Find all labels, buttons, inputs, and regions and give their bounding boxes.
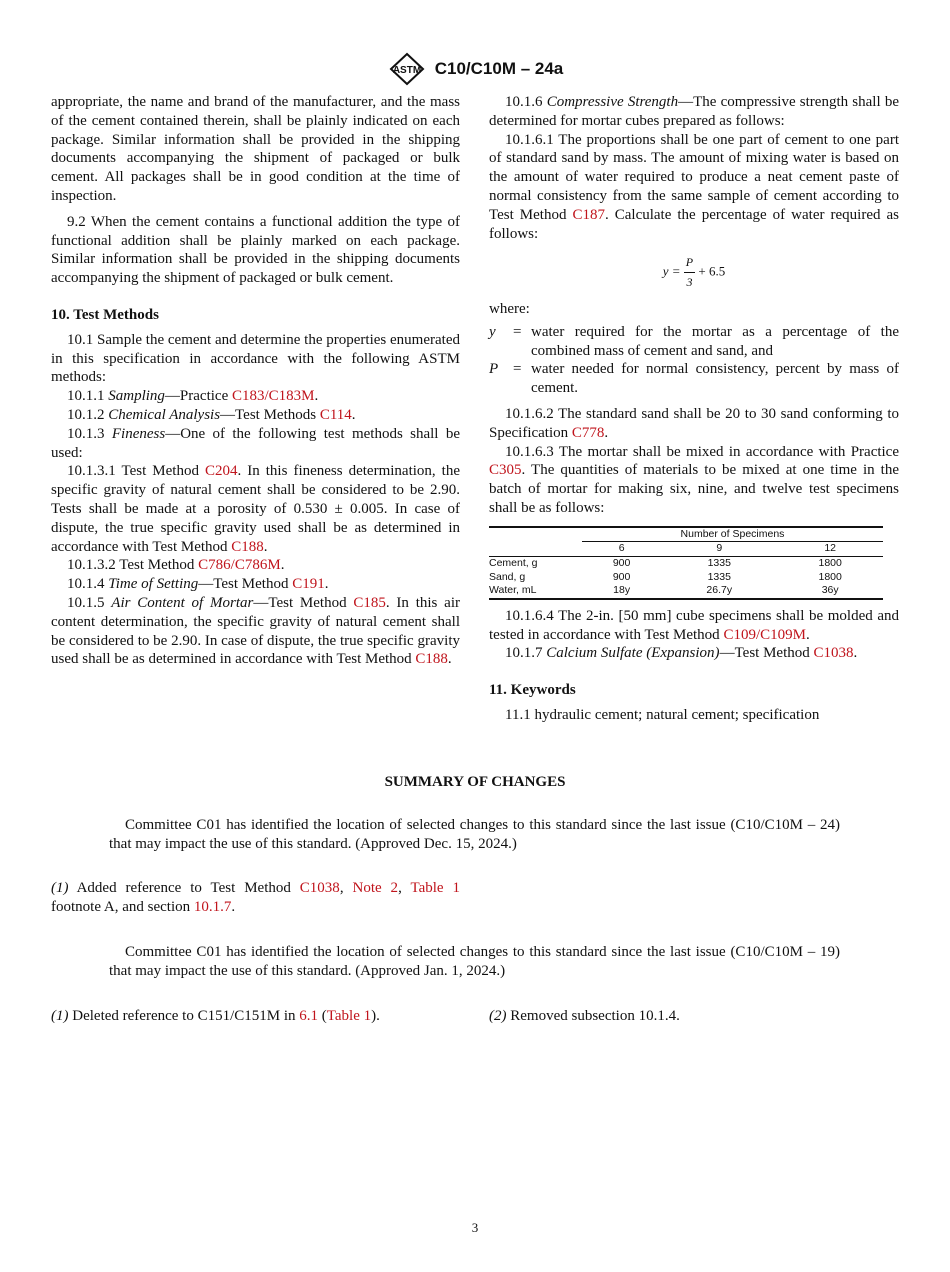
paragraph-10-1-6: 10.1.6 Compressive Strength—The compressive strength shall be determined for mortar cubes prepared as follows:: [489, 94, 899, 129]
link-c191[interactable]: C191: [292, 576, 325, 593]
link-10-1-7[interactable]: 10.1.7: [193, 898, 232, 915]
definition-y: y = water required for the mortar as a percentage of the combined mass of cement and sand, and: [489, 323, 899, 359]
change-item-2: (1) Deleted reference to C151/C151M in 6.1 (Table 1).: [51, 1008, 380, 1024]
change-item-1: (1) Added reference to Test Method C1038, Note 2, Table 1 footnote A, and section 10.1.7.: [51, 880, 460, 915]
mortar-quantities-table: [489, 526, 883, 600]
link-c114[interactable]: C114: [319, 406, 352, 423]
table-group-header: Number of Specimens: [582, 527, 883, 542]
page-number: 3: [471, 1220, 479, 1235]
table-col-header: 12: [824, 542, 836, 555]
link-c1038[interactable]: C1038: [813, 645, 854, 662]
definition-p: P = water needed for normal consistency, percent by mass of cement.: [489, 361, 899, 397]
link-table-1-b[interactable]: Table 1: [326, 1008, 372, 1024]
section-10-heading: 10. Test Methods: [51, 306, 159, 323]
table-row: Cement, g 900 1335 1800: [489, 556, 842, 569]
right-column: [489, 93, 899, 725]
paragraph-10-1-2: 10.1.2 Chemical Analysis—Test Methods C114.: [67, 406, 356, 423]
paragraph-10-1-6-2: 10.1.6.2 The standard sand shall be 20 to 30 sand conforming to Specification C778.: [489, 405, 899, 441]
summary-intro-1: Committee C01 has identified the location of selected changes to this standard since the last issue (C10/C10M – 24) that may impact the use of this standard. (Approved Dec. 15, 2024.): [109, 817, 840, 852]
link-c786[interactable]: C786/C786M: [198, 557, 281, 574]
equation: y = $\frac{P}{3}$ + 6.5: [662, 255, 726, 290]
paragraph-10-1-1: 10.1.1 Sampling—Practice C183/C183M.: [67, 388, 319, 405]
link-c188-b[interactable]: C188: [415, 651, 448, 668]
left-column: [51, 93, 460, 669]
link-c185[interactable]: C185: [353, 594, 386, 611]
change-item-3: (2) Removed subsection 10.1.4.: [489, 1008, 680, 1024]
paragraph-10-1-7: 10.1.7 Calcium Sulfate (Expansion)—Test Method C1038.: [505, 645, 858, 662]
table-col-header: 6: [618, 542, 625, 555]
paragraph-10-1-6-4: 10.1.6.4 The 2-in. [50 mm] cube specimens shall be molded and tested in accordance with Test Method C109/C109M.: [489, 607, 899, 643]
table-row: Water, mL 18y 26.7y 36y: [489, 584, 883, 599]
paragraph-10-1-3-2: 10.1.3.2 Test Method C786/C786M.: [67, 557, 285, 574]
link-c305[interactable]: C305: [489, 462, 522, 479]
link-c188[interactable]: C188: [231, 538, 264, 555]
variable-definitions: [489, 323, 899, 398]
paragraph-10-1-4: 10.1.4 Time of Setting—Test Method C191.: [67, 576, 329, 593]
paragraph-10-1-6-3: 10.1.6.3 The mortar shall be mixed in accordance with Practice C305. The quantities of materials to be mixed at one time in the batch of mortar for making six, nine, and twelve test specimens shall be as follows:: [489, 443, 899, 516]
paragraph-10-1-6-1: 10.1.6.1 The proportions shall be one part of cement to one part of standard sand by mass. The amount of mixing water is based on the amount of water required to produce a neat cement paste of normal consistency from the same sample of cement according to Test Method C187. Calculate the percentage of water required as follows:: [489, 131, 899, 242]
link-c109[interactable]: C109/C109M: [723, 626, 806, 643]
link-c204[interactable]: C204: [204, 463, 238, 480]
page-header: [0, 52, 950, 86]
summary-intro-2: Committee C01 has identified the location of selected changes to this standard since the last issue (C10/C10M – 19) that may impact the use of this standard. (Approved Jan. 1, 2024.): [109, 944, 840, 979]
link-table-1[interactable]: Table 1: [410, 880, 460, 896]
where-label: where:: [489, 300, 530, 317]
paragraph-10-1-3-1: 10.1.3.1 Test Method C204. In this fineness determination, the specific gravity of natural cement shall be considered to be 2.90. Tests shall be made at a porosity of 0.530 ± 0.005. In case of dispute, the true specific gravity used shall be as determined in accordance with Test Method C188.: [51, 463, 461, 555]
paragraph-10-1: 10.1 Sample the cement and determine the properties enumerated in this specification in accordance with the following ASTM methods:: [51, 331, 460, 386]
paragraph-11-1: 11.1 hydraulic cement; natural cement; specification: [505, 706, 820, 723]
link-c778[interactable]: C778: [571, 424, 605, 441]
paragraph-10-1-3: 10.1.3 Fineness—One of the following test methods shall be used:: [51, 425, 460, 461]
svg-text:ASTM: ASTM: [392, 65, 421, 76]
paragraph-10-1-5: 10.1.5 Air Content of Mortar—Test Method C185. In this air content determination, the specific gravity of natural cement shall be considered to be 2.90. In case of dispute, the true specific gravity used shall be as determined in accordance with Test Method C188.: [51, 594, 460, 668]
section-11-heading: 11. Keywords: [489, 682, 576, 699]
table-col-header: 9: [716, 542, 723, 555]
astm-logo-icon: [387, 52, 427, 86]
paragraph-9-1-cont: appropriate, the name and brand of the manufacturer, and the mass of the cement contained therein, shall be plainly indicated on each package. Similar information shall be provided in the shipping documents accompanying the shipment of packaged or bulk cement. All packages shall be in good condition at the time of inspection.: [51, 94, 460, 204]
link-6-1[interactable]: 6.1: [299, 1008, 319, 1024]
table-row: Sand, g 900 1335 1800: [489, 570, 842, 583]
link-c183[interactable]: C183/C183M: [231, 388, 315, 405]
standard-designation: C10/C10M – 24a: [434, 59, 564, 78]
link-note-2[interactable]: Note 2: [352, 880, 399, 896]
paragraph-9-2: 9.2 When the cement contains a functional addition the type of functional addition shall be plainly marked on each package. Similar information shall be provided in the shipping documents accompanying the shipment of packaged or bulk cement.: [51, 213, 460, 287]
link-c1038-summary[interactable]: C1038: [299, 880, 340, 896]
link-c187[interactable]: C187: [572, 206, 605, 223]
summary-title: SUMMARY OF CHANGES: [384, 774, 566, 790]
